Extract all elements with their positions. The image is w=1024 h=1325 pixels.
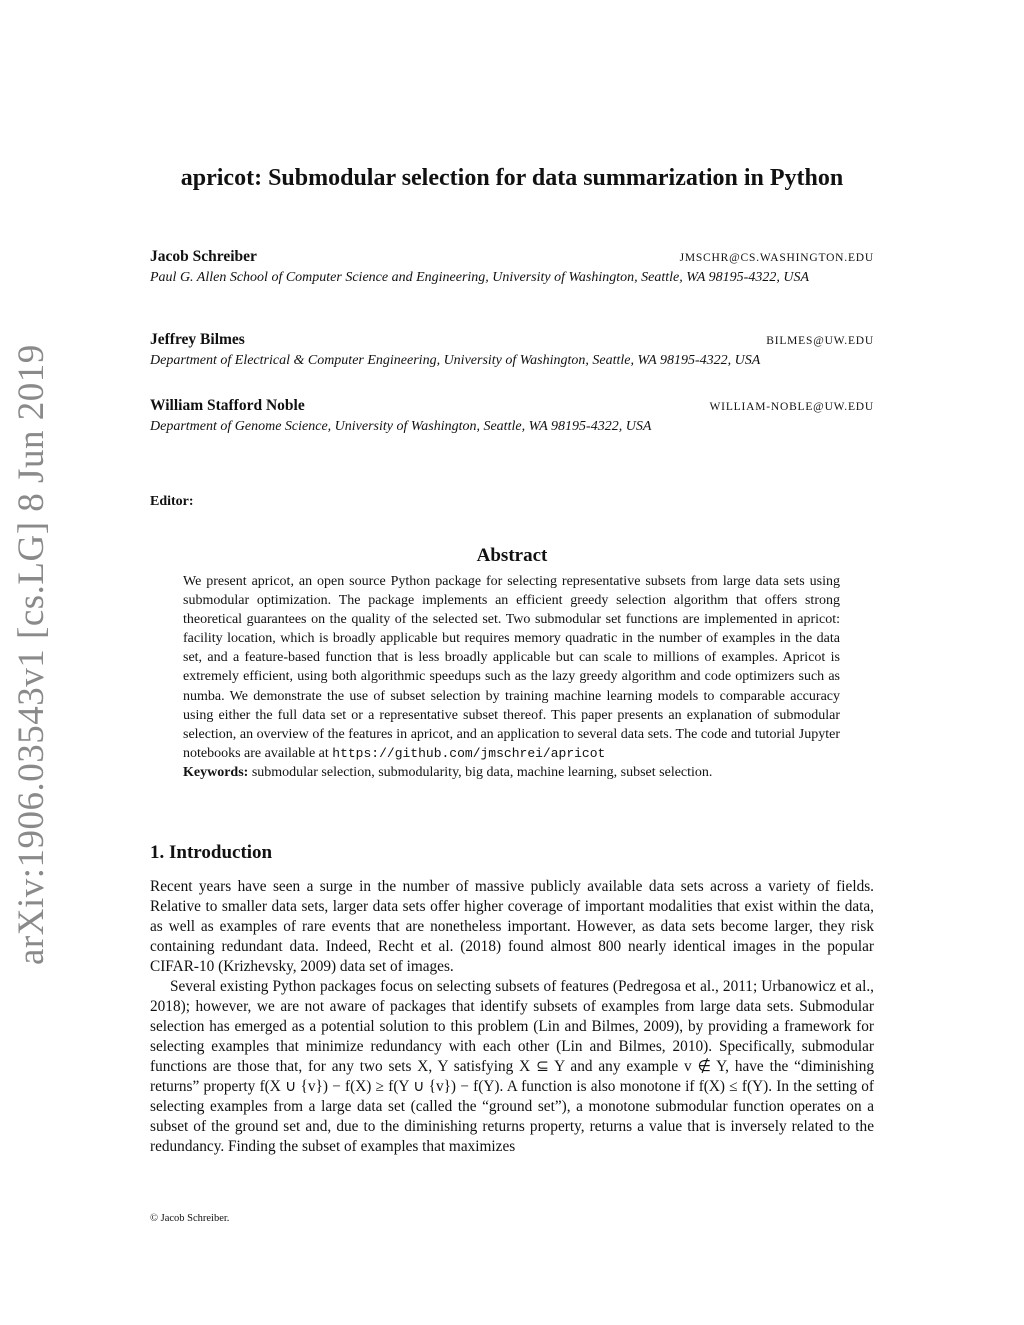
copyright-footnote: © Jacob Schreiber.: [150, 1213, 230, 1224]
keywords-line: [183, 763, 840, 782]
author-block-1: [150, 248, 874, 287]
arxiv-sidebar-stamp: arXiv:1906.03543v1 [cs.LG] 8 Jun 2019: [11, 344, 52, 965]
editor-label: Editor:: [150, 494, 194, 509]
introduction-body: [150, 877, 874, 1157]
author-affiliation: Department of Electrical & Computer Engineering, University of Washington, Seattle, WA 98195-4322, USA: [150, 353, 761, 368]
keywords-text: submodular selection, submodularity, big data, machine learning, subset selection.: [251, 764, 713, 780]
abstract-body: [183, 572, 840, 782]
paper-title: apricot: Submodular selection for data summarization in Python: [180, 165, 844, 191]
paragraph: Recent years have seen a surge in the number of massive publicly available data sets across a variety of fields. Relative to smaller data sets, larger data sets offer higher coverage of important modalities that exist within the data, as well as examples of rare events that are nonetheless important. However, as data sets become larger, they risk containing redundant data. Indeed, Recht et al. (2018) found almost 800 nearly identical images in the popular CIFAR-10 (Krizhevsky, 2009) data set of images.: [150, 878, 874, 975]
author-block-2: [150, 331, 874, 370]
author-block-3: [150, 397, 874, 436]
author-affiliation: Department of Genome Science, University of Washington, Seattle, WA 98195-4322, USA: [150, 419, 652, 434]
section-heading: 1. Introduction: [150, 842, 273, 863]
author-name: Jacob Schreiber: [150, 248, 257, 265]
abstract-text: We present apricot, an open source Python package for selecting representative subsets from large data sets using submodular optimization. The package implements an efficient greedy selection algorithm that offers strong theoretical guarantees on the quality of the selected set. Two submodular set functions are implemented in apricot: facility location, which is broadly applicable but requires memory quadratic in the number of examples in the data set, and a feature-based function that is less broadly applicable but can scale to millions of examples. Apricot is extremely efficient, using both algorithmic speedups such as the lazy greedy algorithm and code optimizers such as numba. We demonstrate the use of subset selection by training machine learning models to comparable accuracy using either the full data set or a representative subset thereof. This paper presents an explanation of submodular selection, an overview of the features in apricot, and an application to several data sets. The code and tutorial Jupyter notebooks are available at: [183, 574, 840, 761]
repository-link[interactable]: https://github.com/jmschrei/apricot: [332, 745, 606, 761]
keywords-label: Keywords:: [183, 764, 249, 780]
author-name: Jeffrey Bilmes: [150, 331, 245, 348]
author-email[interactable]: JMSCHR@CS.WASHINGTON.EDU: [679, 252, 874, 264]
paragraph: Several existing Python packages focus on selecting subsets of features (Pedregosa et al., 2011; Urbanowicz et al., 2018); however, we are not aware of packages that identify subsets of examples from large data sets. Submodular selection has emerged as a potential solution to this problem (Lin and Bilmes, 2009), by providing a framework for selecting examples that minimize redundancy with each other (Lin and Bilmes, 2010). Specifically, submodular functions are those that, for any two sets X, Y satisfying X ⊆ Y and any example v ∉ Y, have the “diminishing returns” property f(X ∪ {v}) − f(X) ≥ f(Y ∪ {v}) − f(Y). A function is also monotone if f(X) ≤ f(Y). In the setting of selecting examples from a large data set (called the “ground set”), a monotone submodular function operates on a subset of the ground set and, due to the diminishing returns property, returns a value that is inversely related to the redundancy. Finding the subset of examples that maximizes: [150, 978, 874, 1155]
author-email[interactable]: BILMES@UW.EDU: [766, 335, 874, 347]
author-affiliation: Paul G. Allen School of Computer Science and Engineering, University of Washington, Seattle, WA 98195-4322, USA: [150, 270, 810, 285]
abstract-heading: Abstract: [476, 545, 548, 566]
author-email[interactable]: WILLIAM-NOBLE@UW.EDU: [709, 401, 874, 413]
author-name: William Stafford Noble: [150, 397, 305, 414]
